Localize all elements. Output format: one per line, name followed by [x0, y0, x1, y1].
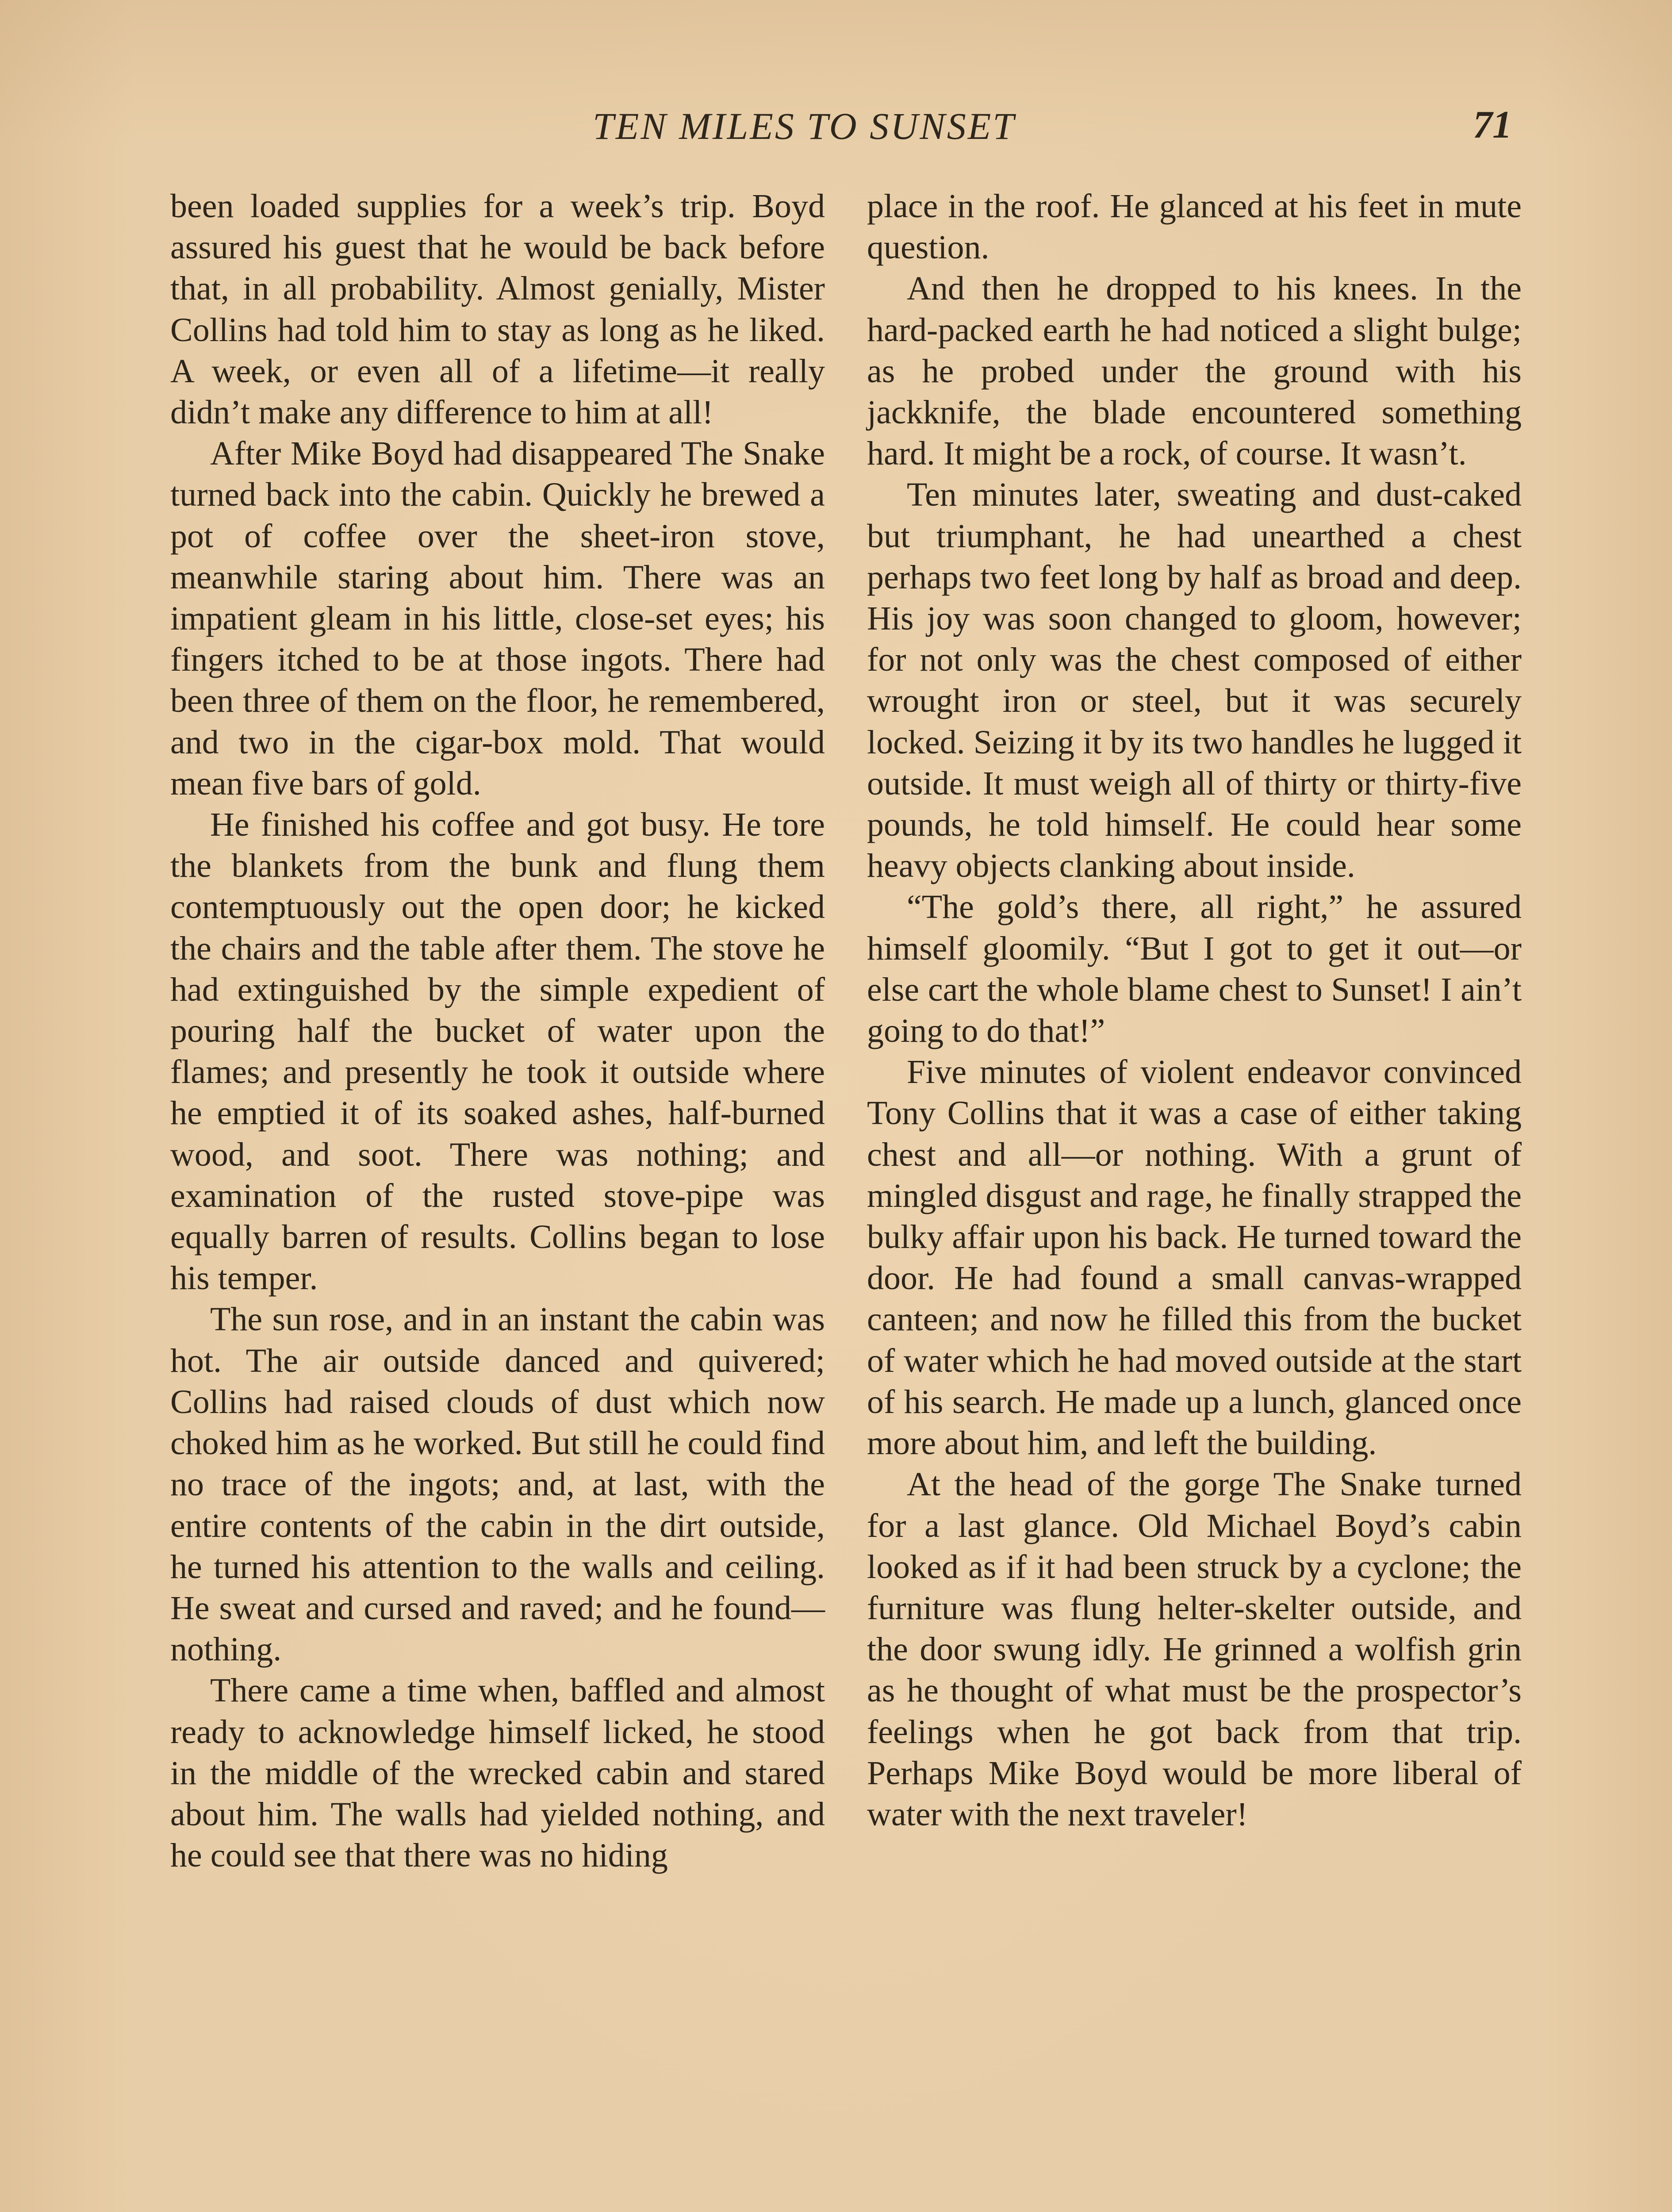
page-number: 71: [1473, 104, 1512, 146]
paragraph: And then he dropped to his knees. In the hard-packed earth he had noticed a slight bulge; as he probed under the ground with his jackknife, the blade encountered something hard. It might be a rock, of course. It wasn’t.: [867, 270, 1522, 472]
paragraph: At the head of the gorge The Snake turned for a last glance. Old Michael Boyd’s cabin looked as if it had been struck by a cyclone; the furniture was flung helter-skelter outside, and the door swung idly. He grinned a wolfish grin as he thought of what must be the prospector’s feelings when he got back from that trip. Perhaps Mike Boyd would be more liberal of water with the next traveler!: [867, 1466, 1522, 1833]
running-header-title: TEN MILES TO SUNSET: [593, 105, 1016, 147]
paragraph: been loaded supplies for a week’s trip. Boyd assured his guest that he would be back before that, in all probability. Almost genially, Mister Collins had told him to stay as long as he liked. A week, or even all of a lifetime—it really didn’t make any difference to him at all!: [170, 188, 825, 431]
paragraph: Five minutes of violent endeavor convinced Tony Collins that it was a case of either taking chest and all—or nothing. With a grunt of mingled disgust and rage, he finally strapped the bulky affair upon his back. He turned toward the door. He had found a small canvas-wrapped canteen; and now he filled this from the bucket of water which he had moved outside at the start of his search. He made up a lunch, glanced once more about him, and left the building.: [867, 1053, 1522, 1462]
paragraph: “The gold’s there, all right,” he assured himself gloomily. “But I got to get it out—or else cart the whole blame chest to Sunset! I ain’t going to do that!”: [867, 888, 1522, 1050]
right-text-column: [867, 186, 1522, 1835]
paragraph: He finished his coffee and got busy. He tore the blankets from the bunk and flung them contemptuously out the open door; he kicked the chairs and the table after them. The stove he had extinguished by the simple expedient of pouring half the bucket of water upon the flames; and presently he took it outside where he emptied it of its soaked ashes, half-burned wood, and soot. There was nothing; and examination of the rusted stove-pipe was equally barren of results. Collins began to lose his temper.: [170, 806, 825, 1297]
paragraph: The sun rose, and in an instant the cabin was hot. The air outside danced and quivered; Collins had raised clouds of dust which now choked him as he worked. But still he could find no trace of the ingots; and, at last, with the entire contents of the cabin in the dirt outside, he turned his attention to the walls and ceiling. He sweat and cursed and raved; and he found—nothing.: [170, 1301, 825, 1668]
paragraph: Ten minutes later, sweating and dust-caked but triumphant, he had unearthed a chest perhaps two feet long by half as broad and deep. His joy was soon changed to gloom, however; for not only was the chest composed of either wrought iron or steel, but it was securely locked. Seizing it by its two handles he lugged it outside. It must weigh all of thirty or thirty-five pounds, he told himself. He could hear some heavy objects clanking about inside.: [867, 476, 1522, 885]
left-text-column: [170, 186, 825, 1876]
paragraph: place in the roof. He glanced at his feet in mute question.: [867, 188, 1522, 266]
paragraph: After Mike Boyd had disappeared The Snake turned back into the cabin. Quickly he brewed a pot of coffee over the sheet-iron stove, meanwhile staring about him. There was an impatient gleam in his little, close-set eyes; his fingers itched to be at those ingots. There had been three of them on the floor, he remembered, and two in the cigar-box mold. That would mean five bars of gold.: [170, 435, 825, 802]
paragraph: There came a time when, baffled and almost ready to acknowledge himself licked, he stood in the middle of the wrecked cabin and stared about him. The walls had yielded nothing, and he could see that there was no hiding: [170, 1672, 825, 1874]
